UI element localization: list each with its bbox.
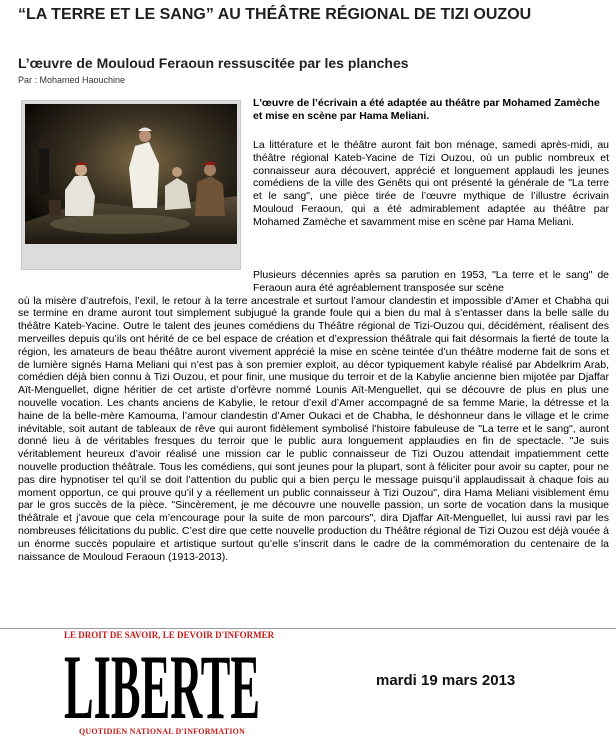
article-paragraph-2: [18, 269, 609, 563]
liberte-logo: [62, 638, 262, 726]
article-byline: Par : Mohamed Haouchine: [18, 75, 126, 85]
publication-date: mardi 19 mars 2013: [376, 672, 516, 689]
article-subheadline: L’œuvre de Mouloud Feraoun ressuscitée par les planches: [18, 55, 409, 71]
article-paragraph-2-wrapped: Plusieurs décennies après sa parution en 1953, "La terre et le sang" de Feraoun aura été agréablement transposée sur scène: [253, 269, 609, 294]
logo-wordmark: LIBERTE: [64, 638, 260, 726]
masthead-tagline-bottom: QUOTIDIEN NATIONAL D'INFORMATION: [78, 727, 246, 736]
article-lede: L'œuvre de l’écrivain a été adaptée au théâtre par Mohamed Zamèche et mise en scène par Hama Meliani.: [253, 97, 600, 122]
article-headline: “LA TERRE ET LE SANG” AU THÉÂTRE RÉGIONAL DE TIZI OUZOU: [18, 6, 532, 23]
theatre-stage-photo: [25, 104, 237, 244]
article-paragraph-1: La littérature et le théâtre auront fait bon ménage, samedi après-midi, au théâtre régional Kateb-Yacine de Tizi Ouzou, où un public nombreux et connaisseur aura découvert, apprécié et longuement applaudi les jeunes comédiens de la ville des Genêts qui ont présenté la générale de "La terre et le sang", une pièce tirée de l’œuvre mythique de l’illustre écrivain Mouloud Feraoun, qui a été admirablement adaptée au théâtre par Mohamed Zamèche et savamment mise en scène par Hama Meliani.: [253, 139, 609, 228]
article-paragraph-2-rest: où la misère d’autrefois, l’exil, le retour à la terre ancestrale et surtout l’amour clandestin et impossible d’Amer et Chabha qui se termine en drame auront tout simplement subjugué la grande foule qui a bien du mal à s’entasser dans la belle salle du théâtre Kateb-Yacine. Outre le talent des jeunes comédiens du Théâtre régional de Tizi-Ouzou qui, décidément, réalisent des merveilles depuis qu’ils ont hérité de ce bel espace de création et d’expression théâtrale qui fait désormais la fierté de toute la région, les amateurs de beau théâtre auront vivement apprécié la mise en scène teintée d’un théâtre moderne fait de sons et de lumière signés Hama Meliani qui n’est pas à son premier exploit, au décor typiquement kabyle réalisé par Abdelkrim Arab, comédien déjà bien connu à Tizi Ouzou, et pour finir, une musique du terroir et de la Kabylie ancienne bien mijotée par Djaffar Aït-Menguellet, digne héritier de cet artiste d’orfèvre nommé Lounis Aït-Menguellet, qui se découvre de plus en plus une nouvelle vocation. Les chants anciens de Kabylie, le retour d’exil d’Amer accompagné de sa femme Marie, la détresse et la haine de la belle-mère Kamouma, l’amour clandestin d’Amer Oukaci et de Chabha, le déshonneur dans le village et le crime inévitable, soit autant de tableaux de rêve qui auront fidèlement symbolisé l’histoire fabuleuse de "La terre et le sang", auront donné lieu à de véritables fresques du terroir que le public aura longuement applaudies en fin de spectacle. "Je suis véritablement heureux d’avoir réalisé une mission car le public connaisseur de Tizi Ouzou attendait impatiemment cette nouvelle production théâtrale. Tous les comédiens, qui sont jeunes pour la plupart, sont à féliciter pour avoir su capter, pour ne pas dire hypnotiser tel qu’il se doit l’attention du public qui a bien perçu le message puisqu’il applaudissait à chaque fois au moment opportun, ce qui prouve qu’il y a réellement un public connaisseur à Tizi Ouzou", dira Hama Meliani visiblement ému par le gros succès de la pièce. "Sincèrement, je me découvre une nouvelle passion, un sorte de vocation dans la musique théâtrale et j’avoue que cela m’encourage pour la suite de mon parcours", dira Djaffar Aït-Menguellet, lui aussi ravi par les nombreuses félicitations du public. C’est dire que cette nouvelle production du Théâtre régional de Tizi Ouzou est déjà vouée à un énorme succès populaire et artistique surtout qu’elle s’inscrit dans le cadre de la commémoration du centenaire de la naissance de Mouloud Feraoun (1913-2013).: [18, 294, 609, 563]
newspaper-masthead: [62, 630, 275, 742]
article-photo-frame: [21, 100, 241, 270]
masthead-tagline-top: LE DROIT DE SAVOIR, LE DEVOIR D'INFORMER: [64, 630, 275, 640]
footer-divider: [0, 628, 616, 629]
